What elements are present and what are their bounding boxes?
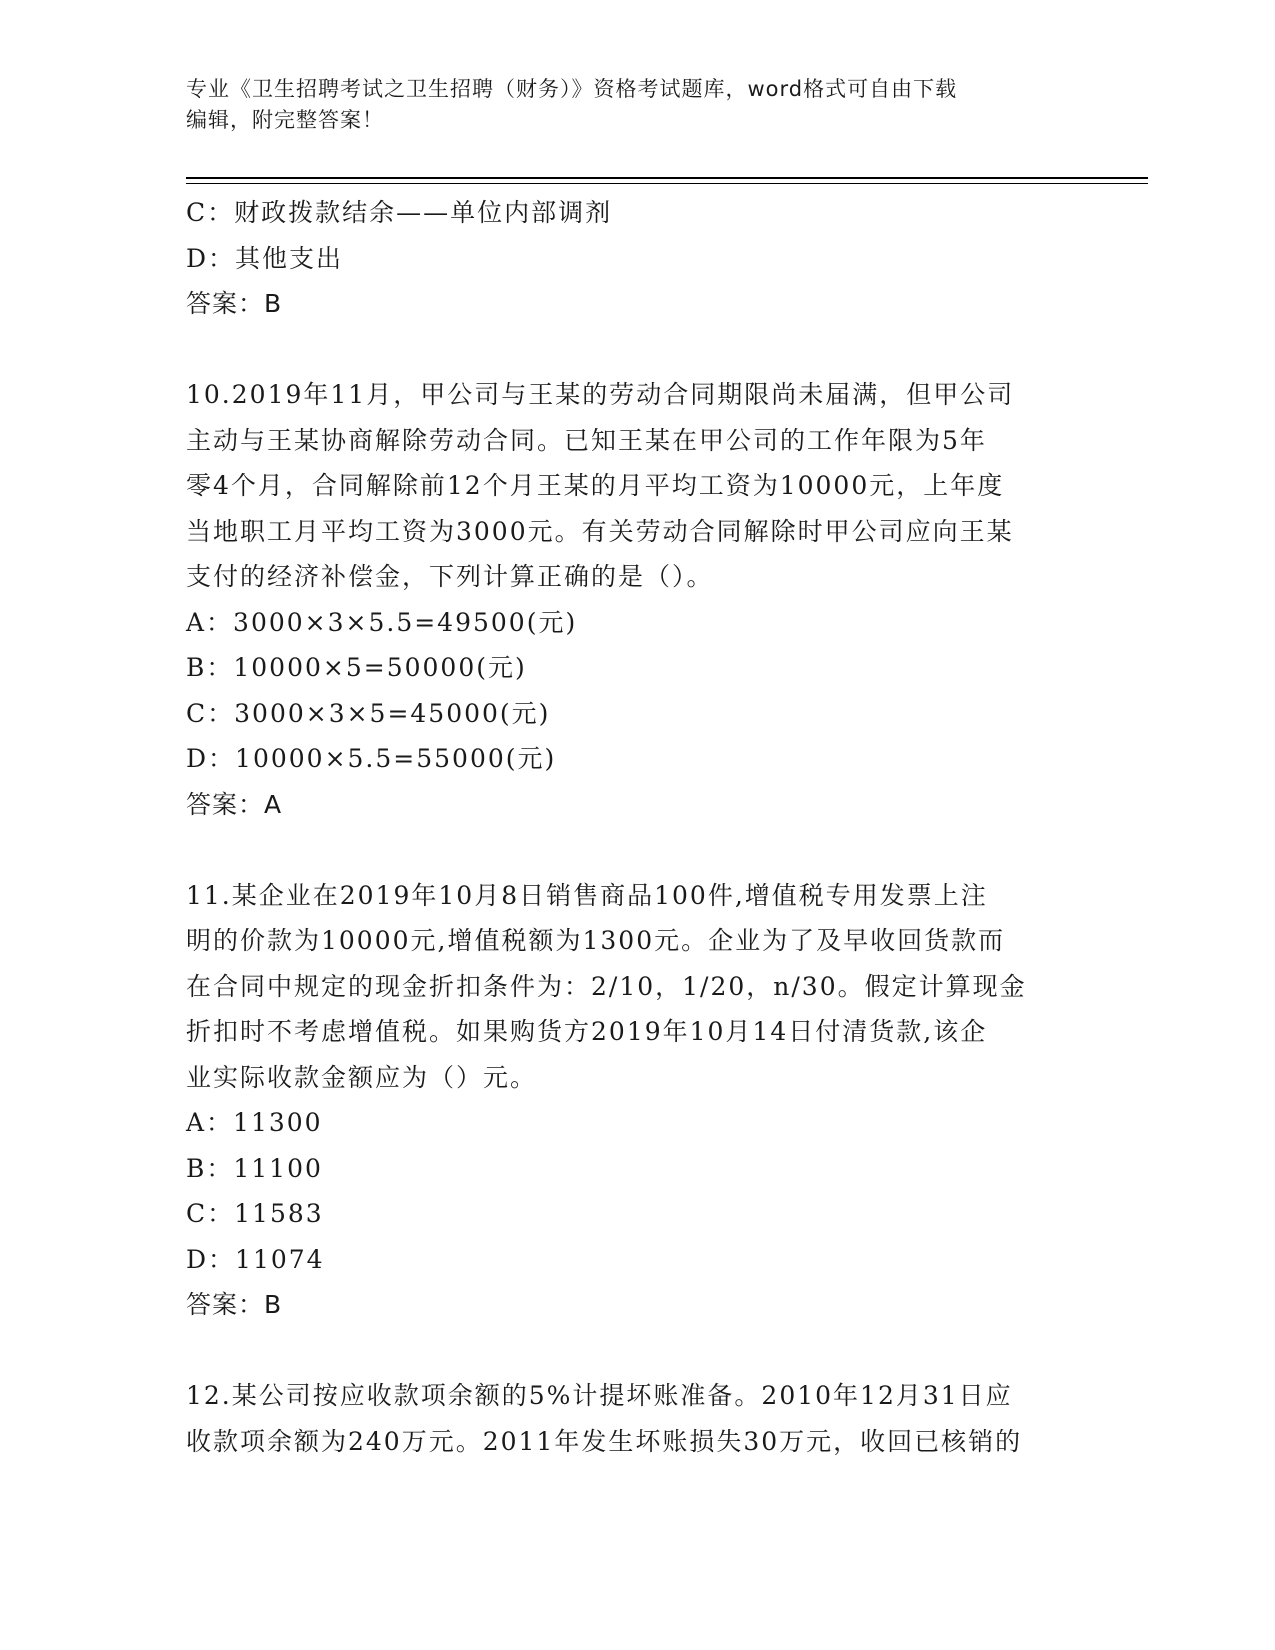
spacer <box>186 827 1086 873</box>
question-text-line: 当地职工月平均工资为3000元。有关劳动合同解除时甲公司应向王某 <box>186 516 1014 546</box>
answer-line: 答案：B <box>186 1290 283 1319</box>
question-text-line: 12.某公司按应收款项余额的5%计提坏账准备。2010年12月31日应 <box>186 1381 1013 1410</box>
question-text-line: 业实际收款金额应为（）元。 <box>186 1062 538 1092</box>
document-body <box>186 190 1086 1464</box>
spacer <box>186 1328 1086 1374</box>
question-10 <box>186 372 1086 827</box>
question-text-line: 收款项余额为240万元。2011年发生坏账损失30万元，收回已核销的 <box>186 1426 1023 1456</box>
option-c: C：财政拨款结余——单位内部调剂 <box>186 198 613 227</box>
question-12 <box>186 1373 1086 1464</box>
question-11 <box>186 873 1086 1328</box>
header-divider-thin <box>186 183 1148 184</box>
spacer <box>186 327 1086 373</box>
question-text-line: 10.2019年11月，甲公司与王某的劳动合同期限尚未届满，但甲公司 <box>186 380 1015 409</box>
question-text-line: 11.某企业在2019年10月8日销售商品100件,增值税专用发票上注 <box>186 880 988 910</box>
question-text-line: 明的价款为10000元,增值税额为1300元。企业为了及早收回货款而 <box>186 926 1006 955</box>
option-b: B：10000×5=50000(元) <box>186 653 527 682</box>
option-c: C：11583 <box>186 1199 324 1228</box>
question-text-line: 支付的经济补偿金，下列计算正确的是（）。 <box>186 562 714 591</box>
question-text-line: 主动与王某协商解除劳动合同。已知王某在甲公司的工作年限为5年 <box>186 425 987 455</box>
answer-line: 答案：B <box>186 289 283 318</box>
question-text-line: 在合同中规定的现金折扣条件为：2/10，1/20，n/30。假定计算现金 <box>186 971 1027 1001</box>
document-header <box>186 74 1086 136</box>
option-d: D：11074 <box>186 1244 325 1274</box>
option-d: D：10000×5.5=55000(元) <box>186 744 557 773</box>
answer-line: 答案：A <box>186 789 283 819</box>
option-c: C：3000×3×5=45000(元) <box>186 698 551 728</box>
question-text-line: 零4个月，合同解除前12个月王某的月平均工资为10000元，上年度 <box>186 471 1005 500</box>
option-a: A：11300 <box>186 1108 323 1137</box>
option-a: A：3000×3×5.5=49500(元) <box>186 607 578 637</box>
question-text-line: 折扣时不考虑增值税。如果购货方2019年10月14日付清货款,该企 <box>186 1017 988 1046</box>
header-line-1: 专业《卫生招聘考试之卫生招聘（财务）》资格考试题库，word格式可自由下载 <box>186 77 958 101</box>
header-divider-thick <box>186 177 1148 179</box>
option-d: D：其他支出 <box>186 243 344 273</box>
header-line-2: 编辑，附完整答案！ <box>186 108 384 132</box>
previous-question-tail <box>186 190 1086 327</box>
option-b: B：11100 <box>186 1153 323 1183</box>
